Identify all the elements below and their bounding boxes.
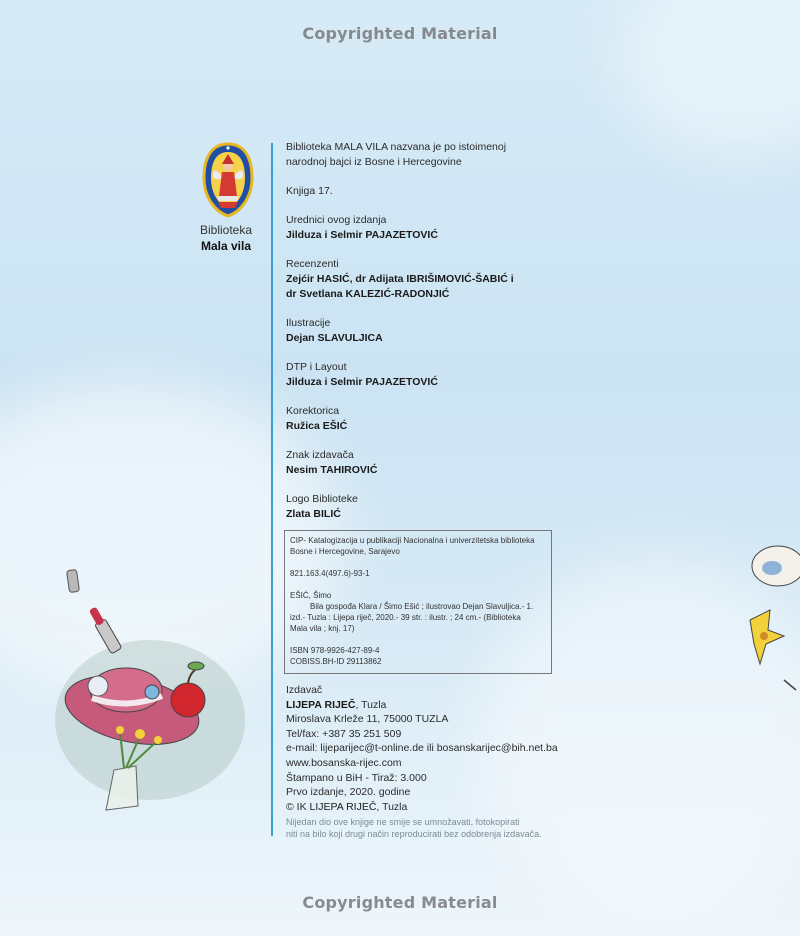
proofreading-block	[286, 404, 586, 434]
intro-block	[286, 140, 586, 170]
proofreading-label: Korektorica	[286, 405, 340, 417]
logo-label-line1: Biblioteka	[199, 223, 253, 237]
publisher-sign-block	[286, 448, 586, 478]
copyright-prefix: © IK	[286, 800, 310, 813]
publisher-label: Izdavač	[286, 684, 323, 696]
watermark-bottom: Copyrighted Material	[302, 893, 498, 912]
notice-line1: Nijedan dio ove knjige ne smije se umnožavati, fotokopirati	[286, 817, 520, 827]
proofreading-value: Ružica EŠIĆ	[286, 420, 348, 432]
publisher-name: LIJEPA RIJEČ	[286, 698, 356, 711]
illustrations-block	[286, 316, 586, 346]
cip-line1: CIP- Katalogizacija u publikaciji Nacionalna i univerzitetska biblioteka	[290, 536, 535, 545]
illustrations-label: Ilustracije	[286, 317, 331, 329]
dtp-label: DTP i Layout	[286, 361, 347, 373]
publisher-name-line	[286, 698, 586, 713]
cip-author: EŠIĆ, Šimo	[290, 591, 332, 600]
publisher-city: , Tuzla	[355, 698, 387, 711]
publisher-phone: Tel/fax: +387 35 251 509	[286, 727, 402, 740]
watermark-top: Copyrighted Material	[302, 24, 498, 43]
notice-line2: niti na bilo koji drugi način reproducirati bez odobrenja izdavača.	[286, 829, 542, 839]
library-logo-label: Logo Biblioteke	[286, 493, 358, 505]
reviewers-label: Recenzenti	[286, 258, 339, 270]
cip-record-box	[284, 530, 552, 674]
dtp-block	[286, 360, 586, 390]
reviewers-block	[286, 257, 586, 302]
intro-line2: narodnoj bajci iz Bosne i Hercegovine	[286, 156, 462, 168]
publisher-web: www.bosanska-rijec.com	[286, 756, 402, 769]
copyright-suffix: , Tuzla	[376, 800, 408, 813]
logo-label-line2: Mala vila	[200, 239, 252, 253]
publisher-print: Štampano u BiH - Tiraž: 3.000	[286, 771, 427, 784]
cip-desc2: izd.- Tuzla : Lijepa riječ, 2020.- 39 str. : ilustr. ; 24 cm.- (Biblioteka	[290, 613, 521, 622]
flowers-illustration	[740, 540, 800, 700]
copyright-name: LIJEPA RIJEČ	[309, 800, 377, 813]
publisher-sign-value: Nesim TAHIROVIĆ	[286, 464, 378, 476]
reviewers-line1: Zejćir HASIĆ, dr Adijata IBRIŠIMOVIĆ-ŠABIĆ i	[286, 273, 514, 285]
copyright-notice	[286, 816, 586, 840]
publisher-block	[286, 683, 586, 814]
publisher-sign-label: Znak izdavača	[286, 449, 354, 461]
publisher-email: e-mail: lijeparijec@t-online.de ili bosanskarijec@bih.net.ba	[286, 742, 558, 755]
library-logo-block	[286, 492, 586, 522]
publisher-edition: Prvo izdanje, 2020. godine	[286, 786, 411, 799]
cip-desc3: Mala vila ; knj. 17)	[290, 624, 355, 633]
publisher-address: Miroslava Krleže 11, 75000 TUZLA	[286, 713, 449, 726]
cip-cobiss: COBISS.BH-ID 29113862	[290, 657, 382, 666]
logo-label	[188, 222, 264, 254]
editors-block	[286, 213, 586, 243]
cip-isbn: ISBN 978-9926-427-89-4	[290, 646, 380, 655]
cip-udk: 821.163.4(497.6)-93-1	[290, 569, 370, 578]
credits-column	[286, 140, 586, 536]
reviewers-line2: dr Svetlana KALEZIĆ-RADONJIĆ	[286, 288, 450, 300]
accent-divider	[271, 143, 273, 836]
illustrations-value: Dejan SLAVULJICA	[286, 332, 383, 344]
editors-value: Jilduza i Selmir PAJAZETOVIĆ	[286, 229, 438, 241]
library-logo-value: Zlata BILIĆ	[286, 508, 341, 520]
editors-label: Urednici ovog izdanja	[286, 214, 387, 226]
dtp-value: Jilduza i Selmir PAJAZETOVIĆ	[286, 376, 438, 388]
fairy-emblem-icon	[198, 140, 258, 223]
book-number: Knjiga 17.	[286, 185, 333, 197]
cip-line2: Bosne i Hercegovine, Sarajevo	[290, 547, 400, 556]
publisher-copyright	[286, 800, 586, 815]
cip-desc1: Bila gospođa Klara / Šimo Ešić ; ilustrovao Dejan Slavuljica.- 1.	[310, 602, 534, 611]
hat-lipstick-apple-vase-illustration	[40, 560, 250, 830]
intro-line1: Biblioteka MALA VILA nazvana je po istoimenoj	[286, 141, 507, 153]
